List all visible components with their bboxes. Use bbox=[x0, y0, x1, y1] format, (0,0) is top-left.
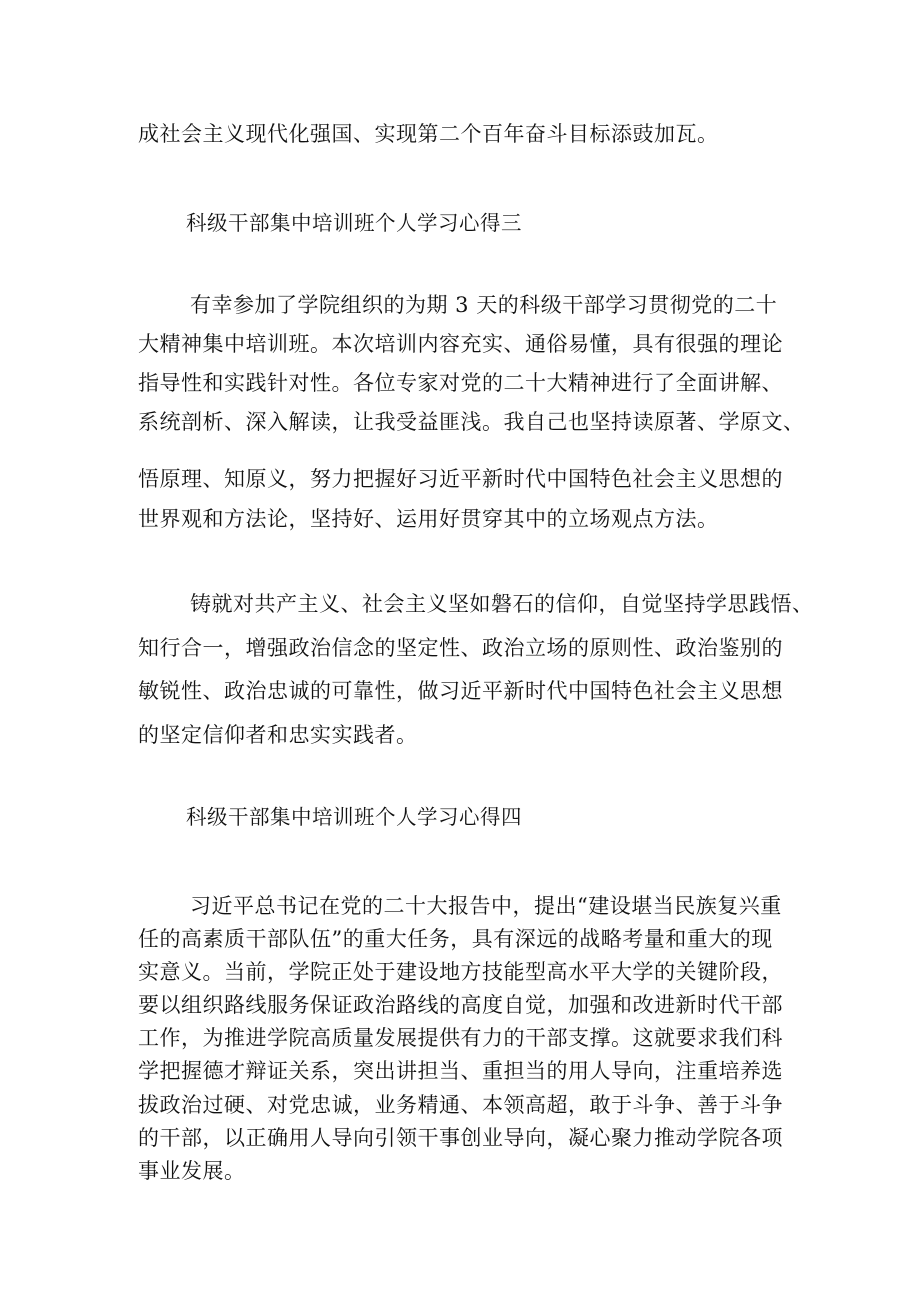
paragraph-line: 的坚定信仰者和忠实实践者。 bbox=[138, 723, 418, 747]
paragraph-line: 铸就对共产主义、社会主义坚如磐石的信仰，自觉坚持学思践悟、 bbox=[190, 592, 814, 616]
paragraph-line: 实意义。当前，学院正处于建设地方技能型高水平大学的关键阶段， bbox=[138, 960, 783, 984]
paragraph-line: 学把握德才辩证关系，突出讲担当、重担当的用人导向，注重培养选 bbox=[138, 1059, 783, 1083]
paragraph-line: 要以组织路线服务保证政治路线的高度自觉，加强和改进新时代干部 bbox=[138, 993, 783, 1017]
paragraph-line: 事业发展。 bbox=[138, 1159, 246, 1183]
section-heading-4: 科级干部集中培训班个人学习心得四 bbox=[186, 805, 522, 829]
paragraph-line: 敏锐性、政治忠诚的可靠性，做习近平新时代中国特色社会主义思想 bbox=[138, 679, 783, 703]
paragraph-line: 悟原理、知原义，努力把握好习近平新时代中国特色社会主义思想的 bbox=[138, 467, 783, 491]
paragraph-line: 任的高素质干部队伍”的重大任务，具有深远的战略考量和重大的现 bbox=[138, 927, 773, 951]
paragraph-line: 知行合一，增强政治信念的坚定性、政治立场的原则性、政治鉴别的 bbox=[138, 636, 783, 660]
continuation-line: 成社会主义现代化强国、实现第二个百年奋斗目标添豉加瓦。 bbox=[138, 122, 719, 146]
paragraph-line: 习近平总书记在党的二十大报告中，提出“建设堪当民族复兴重 bbox=[190, 894, 782, 918]
paragraph-line: 的干部，以正确用人导向引领干事创业导向，凝心聚力推动学院各项 bbox=[138, 1126, 783, 1150]
section-heading-3: 科级干部集中培训班个人学习心得三 bbox=[186, 211, 522, 235]
paragraph-line: 工作，为推进学院高质量发展提供有力的干部支撑。这就要求我们科 bbox=[138, 1026, 783, 1050]
paragraph-line: 拔政治过硬、对党忠诚，业务精通、本领高超，敢于斗争、善于斗争 bbox=[138, 1093, 783, 1117]
paragraph-line: 系统剖析、深入解读，让我受益匪浅。我自己也坚持读原著、学原文、 bbox=[138, 410, 805, 434]
paragraph-line: 大精神集中培训班。本次培训内容充实、通俗易懂，具有很强的理论 bbox=[138, 332, 783, 356]
paragraph-line: 有幸参加了学院组织的为期 3 天的科级干部学习贯彻党的二十 bbox=[190, 293, 778, 317]
paragraph-line: 指导性和实践针对性。各位专家对党的二十大精神进行了全面讲解、 bbox=[138, 371, 783, 395]
paragraph-line: 世界观和方法论，坚持好、运用好贯穿其中的立场观点方法。 bbox=[138, 507, 719, 531]
